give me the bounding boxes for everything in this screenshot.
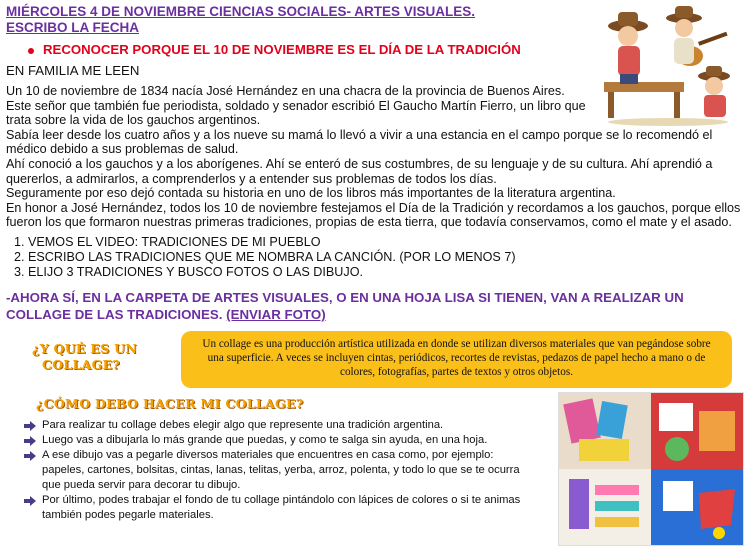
- reading-line: Un 10 de noviembre de 1834 nacía José Hernández en una chacra de la provincia de Buenos Aires.: [6, 84, 565, 98]
- what-is-collage-title: [32, 341, 137, 373]
- red-bullet-icon: [28, 48, 34, 54]
- reading-line: quererlos, a admirarlos, a comprenderlos y a entender sus problemas de todos los días.: [6, 171, 497, 186]
- definition-line: una superficie. A veces se incluyen cintas, periódicos, recortes de revistas, pedazos de papel hecho a mano o de: [207, 352, 706, 364]
- how-to-item: [24, 493, 536, 523]
- collage-definition-box: [181, 331, 732, 388]
- step-item: 2. ESCRIBO LAS TRADICIONES QUE ME NOMBRA LA CANCIÓN. (POR LO MENOS 7): [28, 250, 516, 265]
- objective-line: [28, 42, 521, 57]
- reading-line: Seguramente por eso dejó contada su historia en uno de los libros más importantes de la literatura argentina.: [6, 186, 616, 201]
- reading-line: En honor a José Hernández, todos los 10 de noviembre festejamos el Día de la Tradición y recordamos a los gauchos, porque ellos: [6, 200, 741, 215]
- steps-list-wrapper: [6, 235, 516, 280]
- reading-line: Sabía leer desde los cuatro años y a los nueve su mamá lo llevó a vivir a una estancia en el campo porque se lo recomendó el: [6, 127, 713, 142]
- collage-instruction-line: -AHORA SÍ, EN LA CARPETA DE ARTES VISUALES, O EN UNA HOJA LISA SI TIENEN, VAN A REALIZAR UN: [6, 290, 684, 305]
- collage-instruction-line: COLLAGE DE LAS TRADICIONES.: [6, 307, 223, 322]
- step-item: 3. ELIJO 3 TRADICIONES Y BUSCO FOTOS O LAS DIBUJO.: [28, 265, 516, 280]
- how-to-item: [24, 433, 536, 448]
- reading-line: Ahí conoció a los gauchos y a los aborígenes. Ahí se enteró de sus costumbres, de su lenguaje y de su cultura. Ahí aprendió a: [6, 156, 713, 171]
- family-reading-line: EN FAMILIA ME LEEN: [6, 63, 140, 78]
- definition-line: Un collage es una producción artística utilizada en donde se utilizan diversos materiales que van pegándose sobre: [202, 338, 711, 350]
- reading-text: [6, 84, 741, 230]
- collage-examples-photo: [558, 392, 744, 546]
- write-date-heading: ESCRIBO LA FECHA: [6, 20, 140, 35]
- how-to-item: [24, 448, 536, 493]
- how-to-item: [24, 418, 536, 433]
- collage-instruction: [6, 289, 741, 323]
- how-to-text: Para realizar tu collage debes elegir algo que represente una tradición argentina.: [42, 419, 444, 431]
- objective-text: RECONOCER PORQUE EL 10 DE NOVIEMBRE ES EL DÍA DE LA TRADICIÓN: [43, 42, 521, 57]
- step-item: 1. VEMOS EL VIDEO: TRADICIONES DE MI PUEBLO: [28, 235, 516, 250]
- arrow-right-icon: [24, 421, 36, 431]
- how-to-text: Luego vas a dibujarla lo más grande que puedas, y como te salga sin ayuda, en una hoja.: [42, 434, 488, 446]
- arrow-right-icon: [24, 496, 36, 506]
- how-to-list-wrapper: [24, 418, 536, 523]
- reading-line: fueron los que formaron nuestras primeras tradiciones, propias de esta tierra, que todavía conservamos, como el mate y el asado.: [6, 215, 732, 230]
- arrow-right-icon: [24, 436, 36, 446]
- reading-line: trata sobre la vida de los gauchos argentinos.: [6, 113, 261, 128]
- how-to-collage-title: ¿CÓMO DEBO HACER MI COLLAGE?: [36, 396, 304, 411]
- send-photo-link[interactable]: (ENVIAR FOTO): [226, 307, 326, 322]
- arrow-right-icon: [24, 451, 36, 461]
- reading-line: Este señor que también fue periodista, soldado y senador escribió El Gaucho Martín Fierro, un libro que: [6, 98, 586, 113]
- steps-list: [6, 235, 516, 280]
- date-heading: MIÉRCOLES 4 DE NOVIEMBRE CIENCIAS SOCIALES- ARTES VISUALES.: [6, 4, 476, 19]
- what-is-collage-line: COLLAGE?: [42, 357, 121, 372]
- what-is-collage-line: ¿Y QUÉ ES UN: [32, 341, 138, 356]
- how-to-text: Por último, podes trabajar el fondo de tu collage pintándolo con lápices de colores o si te animas también podes pegarle materiales.: [42, 494, 521, 521]
- reading-line: médico debido a sus problemas de salud.: [6, 142, 239, 157]
- how-to-list: [24, 418, 536, 523]
- how-to-text: A ese dibujo vas a pegarle diversos materiales que encuentres en casa como, por ejemplo: papeles, cartones, bolsitas, cintas, lanas, telitas, yerba, arroz, polenta, y todo lo que se te ocurra que pueda servir para decorar tu dibujo.: [42, 449, 520, 491]
- definition-line: colores, fotografías, partes de textos y otros objetos.: [339, 366, 573, 378]
